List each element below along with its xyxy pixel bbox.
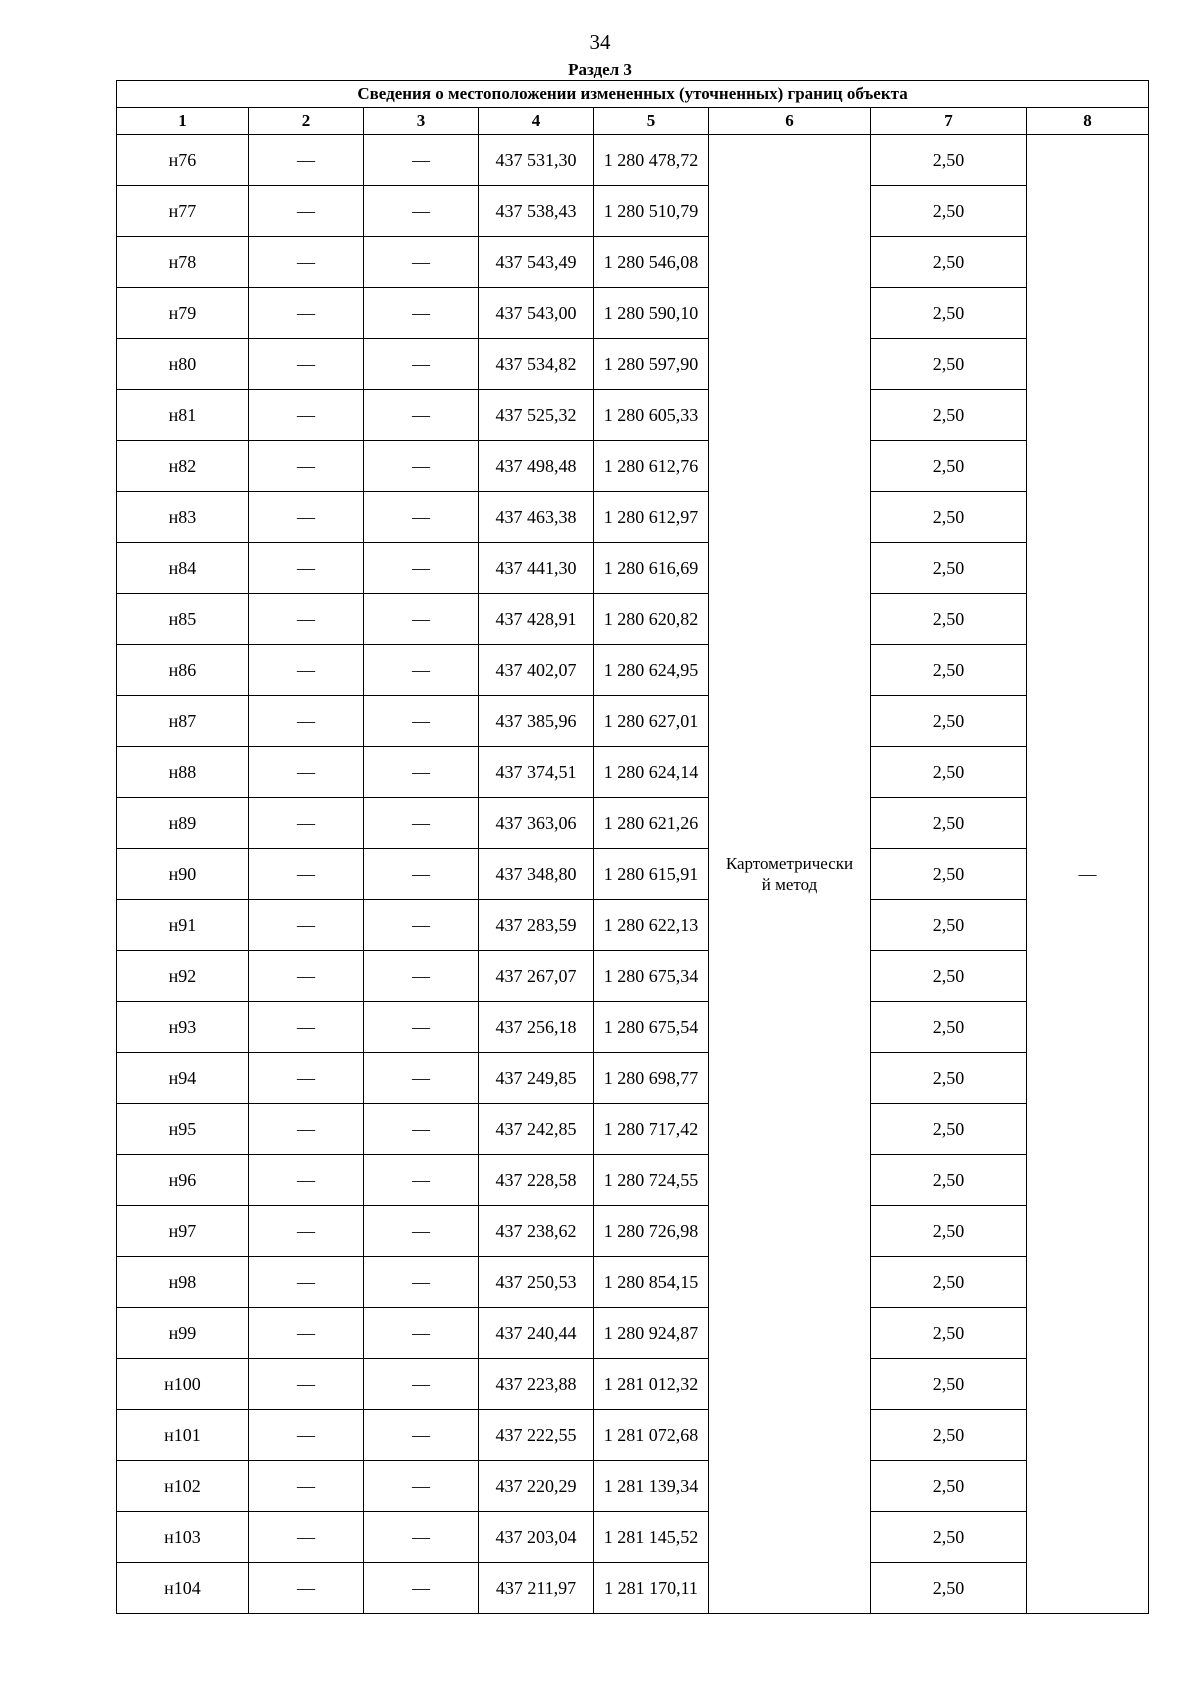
y-coordinate-cell: 1 280 597,90: [594, 339, 709, 390]
column-2-cell: —: [249, 543, 364, 594]
accuracy-cell: 2,50: [871, 798, 1027, 849]
point-id-cell: н93: [117, 1002, 249, 1053]
y-coordinate-cell: 1 280 612,76: [594, 441, 709, 492]
column-2-cell: —: [249, 390, 364, 441]
x-coordinate-cell: 437 223,88: [479, 1359, 594, 1410]
table-body: [117, 135, 1149, 1614]
column-2-cell: —: [249, 339, 364, 390]
point-id-cell: н97: [117, 1206, 249, 1257]
column-2-cell: —: [249, 237, 364, 288]
column-3-cell: —: [364, 543, 479, 594]
column-2-cell: —: [249, 1104, 364, 1155]
table-row: [117, 543, 1149, 594]
table-row: [117, 441, 1149, 492]
x-coordinate-cell: 437 531,30: [479, 135, 594, 186]
point-id-cell: н89: [117, 798, 249, 849]
column-2-cell: —: [249, 186, 364, 237]
x-coordinate-cell: 437 363,06: [479, 798, 594, 849]
y-coordinate-cell: 1 281 072,68: [594, 1410, 709, 1461]
table-row: [117, 1257, 1149, 1308]
table-row: [117, 951, 1149, 1002]
point-id-cell: н96: [117, 1155, 249, 1206]
column-2-cell: —: [249, 1053, 364, 1104]
column-number: 1: [117, 108, 249, 135]
point-id-cell: н86: [117, 645, 249, 696]
point-id-cell: н83: [117, 492, 249, 543]
column-3-cell: —: [364, 1410, 479, 1461]
x-coordinate-cell: 437 222,55: [479, 1410, 594, 1461]
accuracy-cell: 2,50: [871, 1053, 1027, 1104]
y-coordinate-cell: 1 280 622,13: [594, 900, 709, 951]
x-coordinate-cell: 437 543,49: [479, 237, 594, 288]
x-coordinate-cell: 437 283,59: [479, 900, 594, 951]
column-3-cell: —: [364, 747, 479, 798]
column-3-cell: —: [364, 1206, 479, 1257]
accuracy-cell: 2,50: [871, 849, 1027, 900]
point-id-cell: н82: [117, 441, 249, 492]
column-number: 4: [479, 108, 594, 135]
accuracy-cell: 2,50: [871, 441, 1027, 492]
x-coordinate-cell: 437 348,80: [479, 849, 594, 900]
x-coordinate-cell: 437 211,97: [479, 1563, 594, 1614]
accuracy-cell: 2,50: [871, 1206, 1027, 1257]
point-id-cell: н84: [117, 543, 249, 594]
accuracy-cell: 2,50: [871, 1410, 1027, 1461]
column-2-cell: —: [249, 747, 364, 798]
y-coordinate-cell: 1 281 145,52: [594, 1512, 709, 1563]
method-label-line-1: Картометрически: [725, 854, 854, 873]
x-coordinate-cell: 437 256,18: [479, 1002, 594, 1053]
table-row: [117, 237, 1149, 288]
table-row: [117, 1002, 1149, 1053]
column-2-cell: —: [249, 1410, 364, 1461]
accuracy-cell: 2,50: [871, 543, 1027, 594]
y-coordinate-cell: 1 280 675,34: [594, 951, 709, 1002]
column-3-cell: —: [364, 339, 479, 390]
accuracy-cell: 2,50: [871, 594, 1027, 645]
accuracy-cell: 2,50: [871, 1359, 1027, 1410]
y-coordinate-cell: 1 280 717,42: [594, 1104, 709, 1155]
point-id-cell: н87: [117, 696, 249, 747]
x-coordinate-cell: 437 538,43: [479, 186, 594, 237]
accuracy-cell: 2,50: [871, 1104, 1027, 1155]
y-coordinate-cell: 1 280 546,08: [594, 237, 709, 288]
column-3-cell: —: [364, 1563, 479, 1614]
table-row: [117, 1308, 1149, 1359]
accuracy-cell: 2,50: [871, 1002, 1027, 1053]
column-3-cell: —: [364, 1155, 479, 1206]
accuracy-cell: 2,50: [871, 135, 1027, 186]
point-id-cell: н101: [117, 1410, 249, 1461]
accuracy-cell: 2,50: [871, 237, 1027, 288]
column-3-cell: —: [364, 1512, 479, 1563]
column-2-cell: —: [249, 1257, 364, 1308]
x-coordinate-cell: 437 238,62: [479, 1206, 594, 1257]
column-3-cell: —: [364, 1359, 479, 1410]
column-3-cell: —: [364, 594, 479, 645]
x-coordinate-cell: 437 534,82: [479, 339, 594, 390]
column-2-cell: —: [249, 849, 364, 900]
y-coordinate-cell: 1 280 675,54: [594, 1002, 709, 1053]
column-3-cell: —: [364, 849, 479, 900]
y-coordinate-cell: 1 280 924,87: [594, 1308, 709, 1359]
x-coordinate-cell: 437 242,85: [479, 1104, 594, 1155]
point-id-cell: н98: [117, 1257, 249, 1308]
x-coordinate-cell: 437 428,91: [479, 594, 594, 645]
y-coordinate-cell: 1 281 012,32: [594, 1359, 709, 1410]
column-3-cell: —: [364, 1257, 479, 1308]
point-id-cell: н91: [117, 900, 249, 951]
column-2-cell: —: [249, 1206, 364, 1257]
table-row: [117, 594, 1149, 645]
accuracy-cell: 2,50: [871, 1308, 1027, 1359]
column-3-cell: —: [364, 1104, 479, 1155]
y-coordinate-cell: 1 281 139,34: [594, 1461, 709, 1512]
accuracy-cell: 2,50: [871, 492, 1027, 543]
point-id-cell: н76: [117, 135, 249, 186]
point-id-cell: н79: [117, 288, 249, 339]
column-2-cell: —: [249, 1512, 364, 1563]
column-3-cell: —: [364, 186, 479, 237]
page-number: 34: [589, 30, 611, 54]
column-2-cell: —: [249, 1563, 364, 1614]
column-2-cell: —: [249, 594, 364, 645]
y-coordinate-cell: 1 280 724,55: [594, 1155, 709, 1206]
y-coordinate-cell: 1 280 726,98: [594, 1206, 709, 1257]
table-row: [117, 1410, 1149, 1461]
column-2-cell: —: [249, 798, 364, 849]
table-row: [117, 390, 1149, 441]
accuracy-cell: 2,50: [871, 951, 1027, 1002]
column-3-cell: —: [364, 390, 479, 441]
point-id-cell: н90: [117, 849, 249, 900]
column-number: 7: [871, 108, 1027, 135]
accuracy-cell: 2,50: [871, 1461, 1027, 1512]
column-3-cell: —: [364, 900, 479, 951]
y-coordinate-cell: 1 280 854,15: [594, 1257, 709, 1308]
column-3-cell: —: [364, 1053, 479, 1104]
column-number: 5: [594, 108, 709, 135]
table-row: [117, 696, 1149, 747]
table-row: [117, 135, 1149, 186]
y-coordinate-cell: 1 280 620,82: [594, 594, 709, 645]
column-number: 8: [1027, 108, 1149, 135]
point-id-cell: н77: [117, 186, 249, 237]
table-row: [117, 288, 1149, 339]
column-2-cell: —: [249, 951, 364, 1002]
column-number: 6: [709, 108, 871, 135]
table-title: Сведения о местоположении измененных (уточненных) границ объекта: [117, 81, 1149, 108]
boundary-coordinates-table: [116, 80, 1149, 1614]
y-coordinate-cell: 1 280 698,77: [594, 1053, 709, 1104]
y-coordinate-cell: 1 280 616,69: [594, 543, 709, 594]
x-coordinate-cell: 437 220,29: [479, 1461, 594, 1512]
x-coordinate-cell: 437 240,44: [479, 1308, 594, 1359]
table-row: [117, 645, 1149, 696]
point-id-cell: н100: [117, 1359, 249, 1410]
column-3-cell: —: [364, 696, 479, 747]
column-3-cell: —: [364, 1002, 479, 1053]
column-2-cell: —: [249, 1002, 364, 1053]
column-3-cell: —: [364, 645, 479, 696]
column-8-cell: —: [1027, 135, 1149, 1614]
y-coordinate-cell: 1 280 605,33: [594, 390, 709, 441]
table-row: [117, 900, 1149, 951]
table-row: [117, 1104, 1149, 1155]
column-2-cell: —: [249, 1155, 364, 1206]
table-row: [117, 1155, 1149, 1206]
x-coordinate-cell: 437 463,38: [479, 492, 594, 543]
table-row: [117, 1206, 1149, 1257]
column-number: 2: [249, 108, 364, 135]
y-coordinate-cell: 1 280 615,91: [594, 849, 709, 900]
method-label-line-2: й метод: [761, 875, 818, 894]
point-id-cell: н88: [117, 747, 249, 798]
column-3-cell: —: [364, 1308, 479, 1359]
column-3-cell: —: [364, 1461, 479, 1512]
accuracy-cell: 2,50: [871, 696, 1027, 747]
table-row: [117, 492, 1149, 543]
column-3-cell: —: [364, 798, 479, 849]
x-coordinate-cell: 437 250,53: [479, 1257, 594, 1308]
x-coordinate-cell: 437 203,04: [479, 1512, 594, 1563]
point-id-cell: н85: [117, 594, 249, 645]
column-2-cell: —: [249, 696, 364, 747]
x-coordinate-cell: 437 525,32: [479, 390, 594, 441]
point-id-cell: н103: [117, 1512, 249, 1563]
y-coordinate-cell: 1 280 621,26: [594, 798, 709, 849]
table-row: [117, 849, 1149, 900]
x-coordinate-cell: 437 374,51: [479, 747, 594, 798]
y-coordinate-cell: 1 280 624,95: [594, 645, 709, 696]
table-row: [117, 1512, 1149, 1563]
x-coordinate-cell: 437 385,96: [479, 696, 594, 747]
y-coordinate-cell: 1 280 510,79: [594, 186, 709, 237]
column-3-cell: —: [364, 951, 479, 1002]
accuracy-cell: 2,50: [871, 1563, 1027, 1614]
point-id-cell: н104: [117, 1563, 249, 1614]
column-2-cell: —: [249, 645, 364, 696]
y-coordinate-cell: 1 281 170,11: [594, 1563, 709, 1614]
table-row: [117, 798, 1149, 849]
accuracy-cell: 2,50: [871, 390, 1027, 441]
column-3-cell: —: [364, 441, 479, 492]
column-2-cell: —: [249, 288, 364, 339]
column-2-cell: —: [249, 1359, 364, 1410]
point-id-cell: н80: [117, 339, 249, 390]
x-coordinate-cell: 437 228,58: [479, 1155, 594, 1206]
column-3-cell: —: [364, 492, 479, 543]
column-2-cell: —: [249, 1461, 364, 1512]
x-coordinate-cell: 437 249,85: [479, 1053, 594, 1104]
y-coordinate-cell: 1 280 624,14: [594, 747, 709, 798]
accuracy-cell: 2,50: [871, 339, 1027, 390]
accuracy-cell: 2,50: [871, 645, 1027, 696]
y-coordinate-cell: 1 280 627,01: [594, 696, 709, 747]
column-number-row: [117, 108, 1149, 135]
table-row: [117, 1461, 1149, 1512]
accuracy-cell: 2,50: [871, 1257, 1027, 1308]
point-id-cell: н94: [117, 1053, 249, 1104]
point-id-cell: н92: [117, 951, 249, 1002]
column-3-cell: —: [364, 237, 479, 288]
column-3-cell: —: [364, 288, 479, 339]
method-cell: [709, 135, 871, 1614]
table-row: [117, 339, 1149, 390]
point-id-cell: н95: [117, 1104, 249, 1155]
point-id-cell: н78: [117, 237, 249, 288]
accuracy-cell: 2,50: [871, 900, 1027, 951]
column-2-cell: —: [249, 900, 364, 951]
accuracy-cell: 2,50: [871, 186, 1027, 237]
point-id-cell: н99: [117, 1308, 249, 1359]
table-row: [117, 1359, 1149, 1410]
x-coordinate-cell: 437 441,30: [479, 543, 594, 594]
accuracy-cell: 2,50: [871, 747, 1027, 798]
y-coordinate-cell: 1 280 590,10: [594, 288, 709, 339]
point-id-cell: н102: [117, 1461, 249, 1512]
y-coordinate-cell: 1 280 612,97: [594, 492, 709, 543]
column-2-cell: —: [249, 492, 364, 543]
column-2-cell: —: [249, 1308, 364, 1359]
point-id-cell: н81: [117, 390, 249, 441]
table-row: [117, 186, 1149, 237]
x-coordinate-cell: 437 498,48: [479, 441, 594, 492]
accuracy-cell: 2,50: [871, 1512, 1027, 1563]
x-coordinate-cell: 437 267,07: [479, 951, 594, 1002]
table-row: [117, 1563, 1149, 1614]
x-coordinate-cell: 437 402,07: [479, 645, 594, 696]
x-coordinate-cell: 437 543,00: [479, 288, 594, 339]
table-row: [117, 1053, 1149, 1104]
table-row: [117, 747, 1149, 798]
accuracy-cell: 2,50: [871, 1155, 1027, 1206]
y-coordinate-cell: 1 280 478,72: [594, 135, 709, 186]
column-3-cell: —: [364, 135, 479, 186]
column-2-cell: —: [249, 135, 364, 186]
column-number: 3: [364, 108, 479, 135]
column-2-cell: —: [249, 441, 364, 492]
accuracy-cell: 2,50: [871, 288, 1027, 339]
section-title: Раздел 3: [568, 60, 632, 79]
